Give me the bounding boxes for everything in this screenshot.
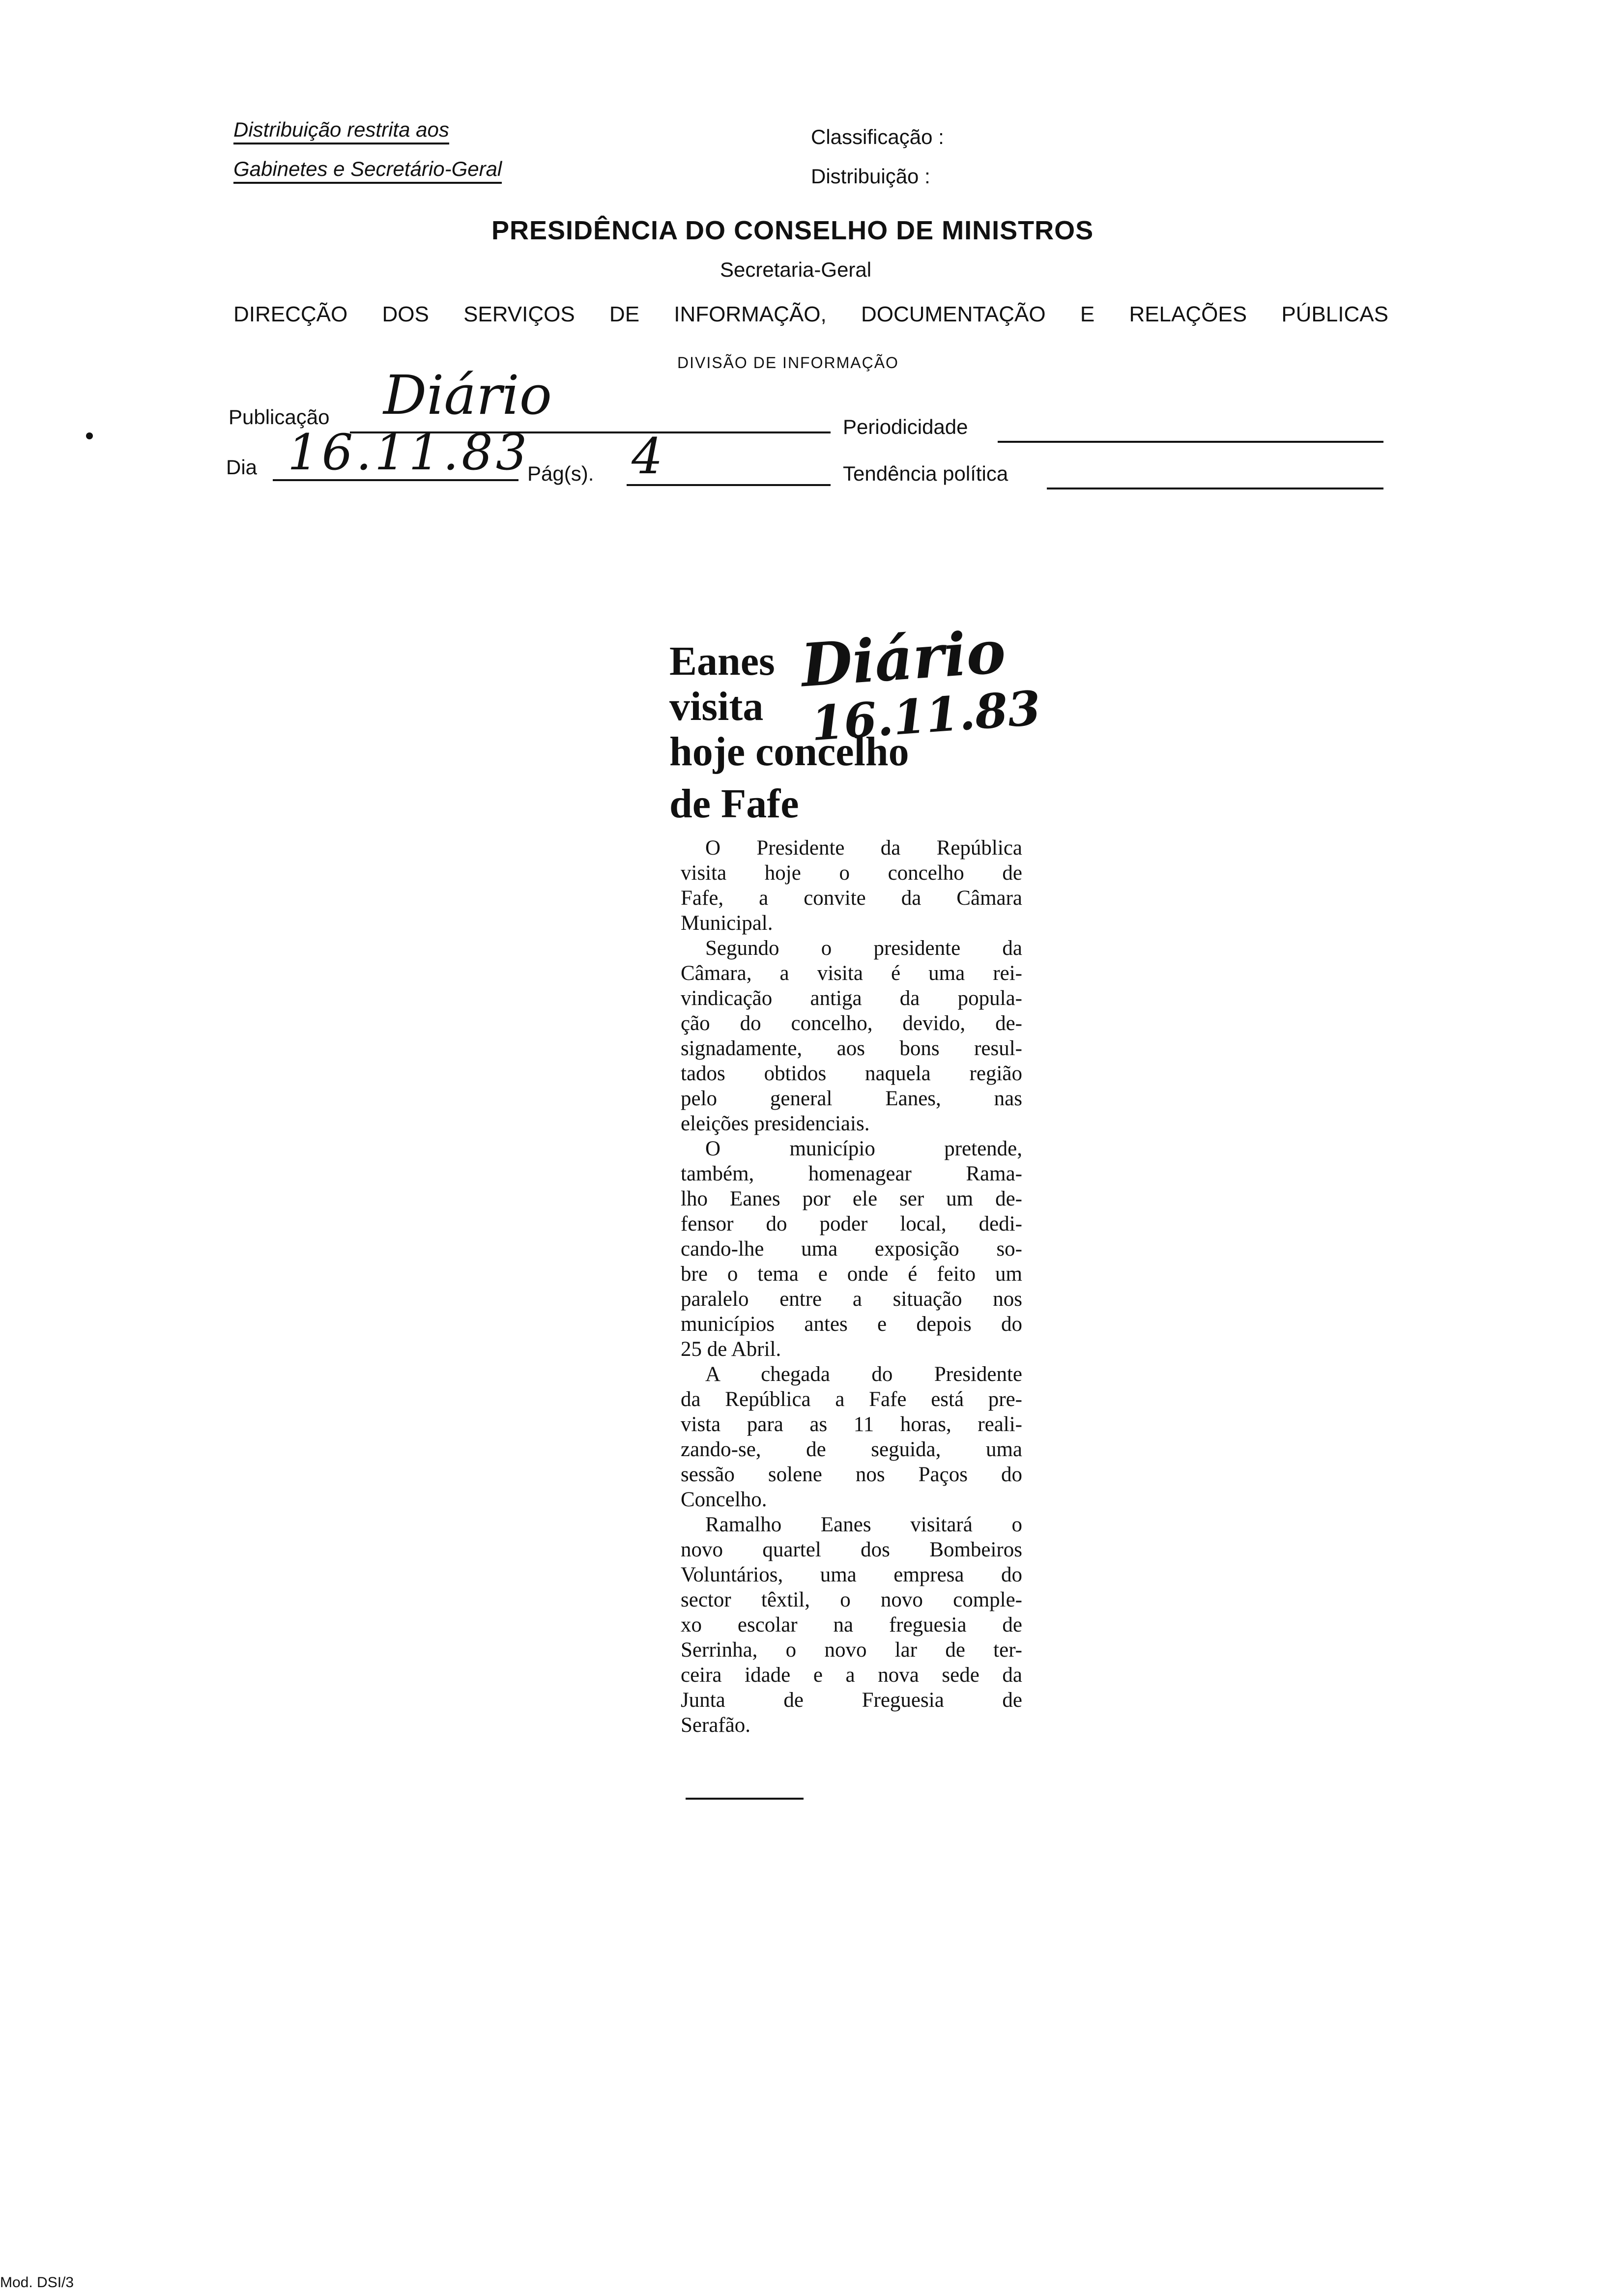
dia-label: Dia [226,456,258,479]
article-line: sector têxtil, o novo comple- [681,1588,1022,1611]
direccao-word: PÚBLICAS [1281,302,1388,326]
periodicidade-label: Periodicidade [843,415,968,438]
handwritten-stamp-date: 16.11.83 [809,680,1042,752]
headline-line: visita [669,684,764,729]
article-line: 25 de Abril. [681,1338,781,1361]
direccao-word: DOS [382,302,429,326]
article-line: cando-lhe uma exposição so- [681,1237,1022,1261]
article-line: lho Eanes por ele ser um de- [681,1187,1022,1210]
article-line: Municipal. [681,912,773,935]
article-line: O município pretende, [705,1137,1022,1160]
article-line: vista para as 11 horas, reali- [681,1413,1022,1436]
divisao-label: DIVISÃO DE INFORMAÇÃO [677,354,899,372]
article-line: Concelho. [681,1488,767,1511]
article-line: Serafão. [681,1714,751,1737]
article-line: O Presidente da República [705,836,1022,860]
direccao-word: DE [609,302,640,326]
article-line: Serrinha, o novo lar de ter- [681,1638,1022,1662]
distribuicao-label: Distribuição : [811,165,930,188]
article-line: signadamente, aos bons resul- [681,1037,1022,1060]
headline-line: de Fafe [669,781,799,827]
article-line: zando-se, de seguida, uma [681,1438,1022,1461]
direccao-word: E [1080,302,1095,326]
article-line: A chegada do Presidente [705,1363,1022,1386]
article-body [681,835,1022,1738]
headline-line: hoje concelho [669,729,909,775]
article-line: Câmara, a visita é uma rei- [681,962,1022,985]
direccao-heading [233,302,1388,327]
direccao-word: DOCUMENTAÇÃO [861,302,1046,326]
restricted-distribution-line-1: Distribuição restrita aos [233,118,449,144]
article-line: fensor do poder local, dedi- [681,1212,1022,1235]
article-line: municípios antes e depois do [681,1313,1022,1336]
direccao-word: RELAÇÕES [1129,302,1247,326]
article-line: também, homenagear Rama- [681,1162,1022,1185]
direccao-word: DIRECÇÃO [233,302,348,326]
article-line: tados obtidos naquela região [681,1062,1022,1085]
article-line: Junta de Freguesia de [681,1689,1022,1712]
article-line: ção do concelho, devido, de- [681,1012,1022,1035]
article-line: Segundo o presidente da [705,937,1022,960]
article-line: eleições presidenciais. [681,1112,870,1135]
dia-handwritten: 16.11.83 [288,424,530,481]
pags-handwritten: 4 [632,428,663,485]
pags-label: Pág(s). [527,462,594,485]
article-line: Fafe, a convite da Câmara [681,887,1022,910]
article-line: Ramalho Eanes visitará o [705,1513,1022,1536]
article-line: ceira idade e a nova sede da [681,1664,1022,1687]
tendencia-line [1047,488,1383,489]
article-line: Voluntários, uma empresa do [681,1563,1022,1586]
handwritten-stamp-publication: Diário [799,617,1008,701]
article-end-rule [686,1798,804,1800]
form-code: Mod. DSI/3 [0,2274,74,2291]
article-line: vindicação antiga da popula- [681,987,1022,1010]
article-line: sessão solene nos Paços do [681,1463,1022,1486]
periodicidade-line [998,441,1383,443]
article-line: novo quartel dos Bombeiros [681,1538,1022,1561]
article-line: xo escolar na freguesia de [681,1613,1022,1636]
article-line: da República a Fafe está pre- [681,1388,1022,1411]
publicacao-label: Publicação [229,405,330,429]
tendencia-label: Tendência política [843,462,1008,485]
page-title: PRESIDÊNCIA DO CONSELHO DE MINISTROS [491,216,1094,245]
article-line: pelo general Eanes, nas [681,1087,1022,1110]
restricted-distribution-line-2: Gabinetes e Secretário-Geral [233,157,502,184]
article-line: bre o tema e onde é feito um [681,1263,1022,1286]
direccao-word: INFORMAÇÃO, [674,302,827,326]
headline-line: Eanes [669,638,775,684]
classificacao-label: Classificação : [811,125,944,148]
direccao-word: SERVIÇOS [463,302,575,326]
publicacao-handwritten: Diário [383,364,552,427]
article-line: visita hoje o concelho de [681,861,1022,885]
page-subtitle: Secretaria-Geral [720,258,872,281]
stray-dot [86,432,93,439]
article-line: paralelo entre a situação nos [681,1288,1022,1311]
